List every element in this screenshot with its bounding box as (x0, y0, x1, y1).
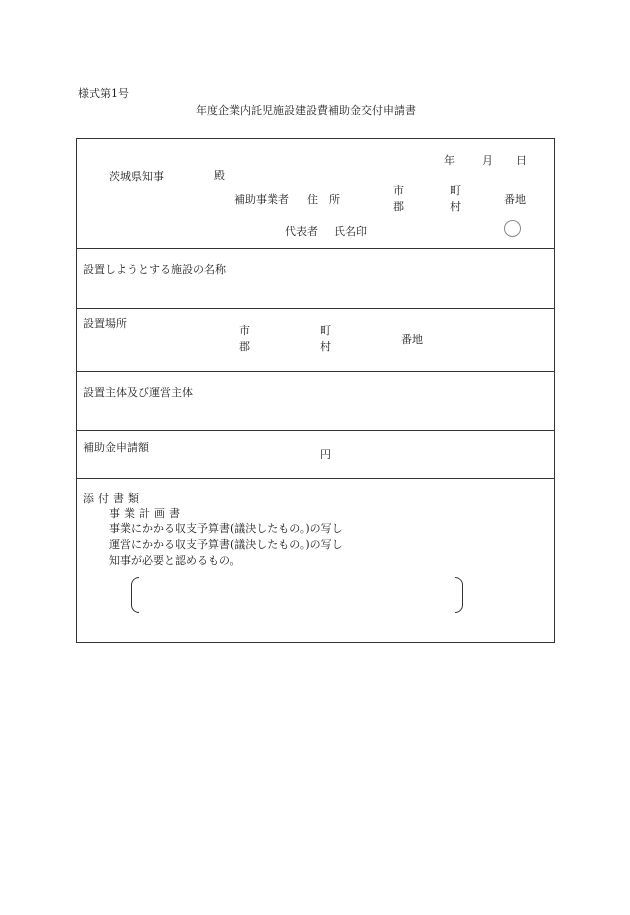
location-village-label: 村 (320, 340, 331, 353)
date-day-label: 日 (516, 154, 527, 167)
address-city-label: 市 (393, 184, 404, 197)
attachments-label: 添付書類 (83, 492, 143, 505)
attachment-item: 知事が必要と認めるもの。 (109, 554, 241, 567)
location-lot-label: 番地 (401, 333, 423, 346)
date-year-label: 年 (444, 154, 455, 167)
seal-stamp-circle (504, 220, 521, 237)
yen-unit-label: 円 (320, 448, 331, 461)
location-county-label: 郡 (239, 340, 250, 353)
address-label: 住 所 (307, 193, 340, 206)
attachment-item: 事業計画書 (109, 507, 184, 520)
address-village-label: 村 (450, 200, 461, 213)
form-number: 様式第1号 (78, 87, 129, 100)
operator-label: 設置主体及び運営主体 (83, 386, 193, 399)
applicant-label: 補助事業者 (234, 193, 289, 206)
application-form-table (76, 138, 555, 643)
document-title: 年度企業内託児施設建設費補助金交付申請書 (196, 104, 416, 117)
row-divider (77, 371, 554, 372)
bracket-right (455, 577, 463, 613)
attachment-item: 運営にかかる収支予算書(議決したもの。)の写し (109, 538, 343, 551)
addressee-governor: 茨城県知事 (109, 170, 164, 183)
row-divider (77, 248, 554, 249)
date-month-label: 月 (482, 154, 493, 167)
subsidy-amount-label: 補助金申請額 (83, 441, 149, 454)
representative-label: 代表者 (285, 225, 318, 238)
address-county-label: 郡 (393, 200, 404, 213)
location-label: 設置場所 (83, 317, 127, 330)
name-seal-label: 氏名印 (334, 225, 367, 238)
row-divider (77, 308, 554, 309)
address-lot-label: 番地 (504, 193, 526, 206)
facility-name-label: 設置しようとする施設の名称 (83, 263, 226, 276)
bracket-left (131, 577, 139, 613)
location-city-label: 市 (239, 324, 250, 337)
row-divider (77, 430, 554, 431)
attachment-item: 事業にかかる収支予算書(議決したもの。)の写し (109, 522, 343, 535)
addressee-honorific: 殿 (214, 169, 225, 182)
location-town-label: 町 (320, 324, 331, 337)
address-town-label: 町 (450, 184, 461, 197)
row-divider (77, 478, 554, 479)
